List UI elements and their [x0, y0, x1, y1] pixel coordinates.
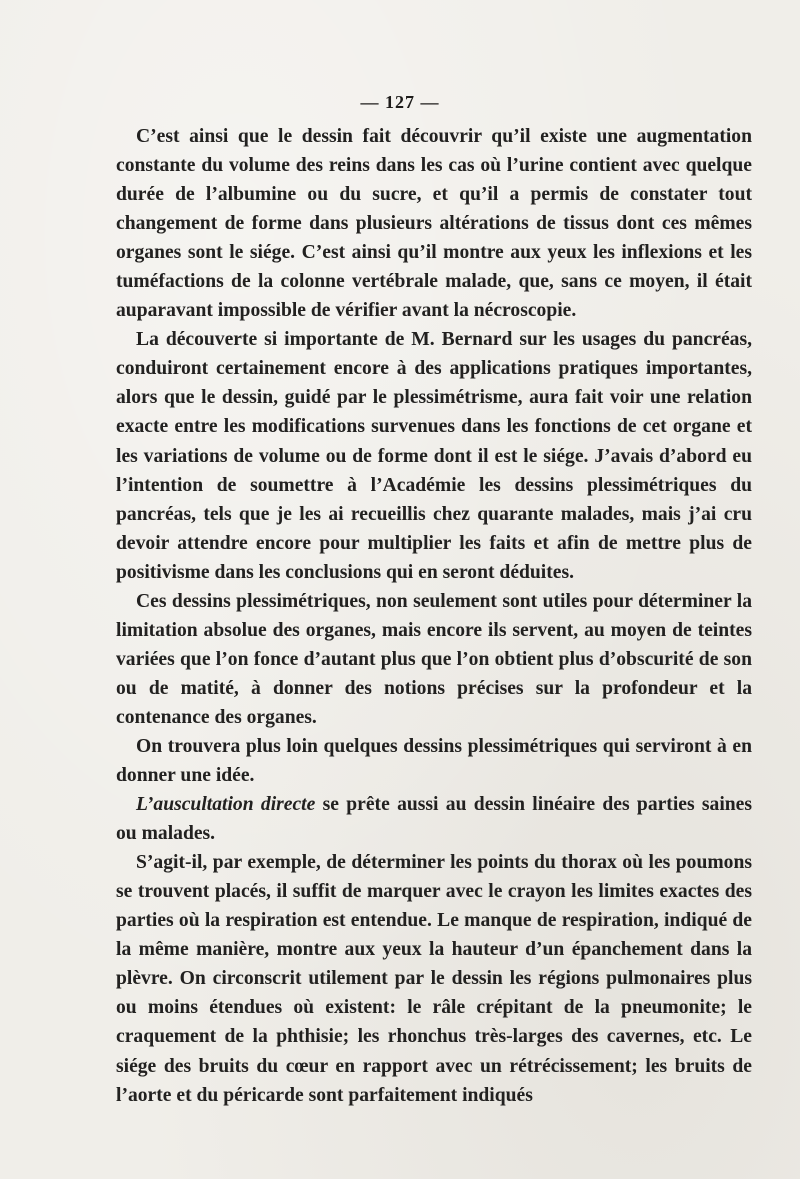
page-number: — 127 —	[360, 92, 440, 112]
paragraph-1: C’est ainsi que le dessin fait découvrir qu’il existe une augmentation constante du volume des reins dans les cas où l’urine contient avec quelque durée de l’albumine ou du sucre, et qu’il a permis de constater tout changement de forme dans plusieurs altérations de tissus dont ces mêmes organes sont le siége. C’est ainsi qu’il montre aux yeux les inflexions et les tuméfactions de la colonne vertébrale malade, que, sans ce moyen, il était auparavant impossible de vérifier avant la nécroscopie.	[116, 126, 752, 322]
paragraph-5-italic: L’auscultation directe	[136, 794, 316, 816]
paragraph-4: On trouvera plus loin quelques dessins plessimétriques qui serviront à en donner une idée.	[116, 735, 752, 787]
paragraph-5-text: se prête aussi au dessin linéaire des parties saines ou malades.	[116, 794, 752, 845]
paragraph-2: La découverte si importante de M. Bernard sur les usages du pancréas, conduiront certainement encore à des applications pratiques importantes, alors que le dessin, guidé par le plessimétrisme, aura fait voir une relation exacte entre les modifications survenues dans les fonctions de cet organe et les variations de volume ou de forme dont il est le siége. J’avais d’abord eu l’intention de soumettre à l’Académie les dessins plessimétriques du pancréas, tels que je les ai recueillis chez quarante malades, mais j’ai cru devoir attendre encore pour multiplier les faits et afin de mettre plus de positivisme dans les conclusions qui en seront déduites.	[116, 329, 752, 583]
paragraph-3: Ces dessins plessimétriques, non seulement sont utiles pour déterminer la limitation absolue des organes, mais encore ils servent, au moyen de teintes variées que l’on fonce d’autant plus que l’on obtient plus d’obscurité de son ou de matité, à donner des notions précises sur la profondeur et la contenance des organes.	[116, 590, 752, 728]
paragraph-6: S’agit-il, par exemple, de déterminer les points du thorax où les poumons se trouvent placés, il suffit de marquer avec le crayon les limites exactes des parties où la respiration est entendue. Le manque de respiration, indiqué de la même manière, montre aux yeux la hauteur d’un épanchement dans la plèvre. On circonscrit utilement par le dessin les régions pulmonaires plus ou moins étendues où existent: le râle crépitant de la pneumonite; le craquement de la phthisie; les rhonchus très-larges des cavernes, etc. Le siége des bruits du cœur en rapport avec un rétrécissement; les bruits de l’aorte et du péricarde sont parfaitement indiqués	[116, 852, 752, 1106]
paragraph-5	[116, 790, 752, 848]
body-text	[116, 122, 752, 1110]
